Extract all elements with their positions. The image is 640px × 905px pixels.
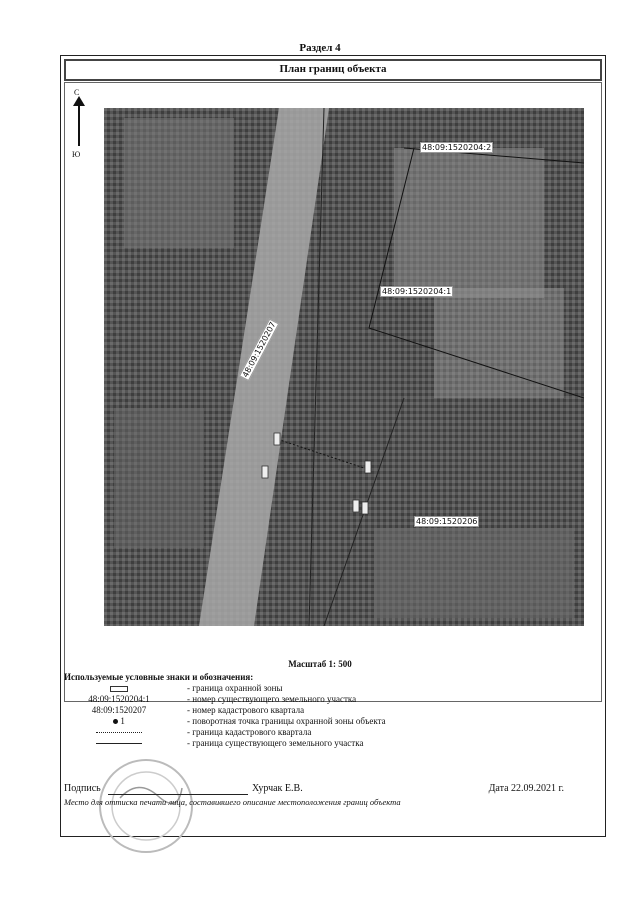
compass-north-arrow bbox=[72, 88, 86, 163]
legend-description: - поворотная точка границы охранной зоны объекта bbox=[187, 716, 386, 726]
scale-label: Масштаб 1: 500 bbox=[288, 659, 352, 669]
arrow-shaft bbox=[78, 100, 80, 146]
section-title: Раздел 4 bbox=[299, 42, 341, 54]
parcel-label-top: 48:09:1520204:2 bbox=[422, 143, 492, 152]
legend-symbol-dot bbox=[64, 716, 174, 726]
signature-date: Дата 22.09.2021 г. bbox=[488, 783, 564, 794]
parcel-border-icon bbox=[96, 743, 142, 744]
legend bbox=[64, 683, 584, 749]
legend-row bbox=[64, 716, 584, 727]
legend-description: - граница существующего земельного участка bbox=[187, 738, 364, 748]
signature-label: Подпись bbox=[64, 783, 101, 794]
map-imagery bbox=[104, 108, 584, 626]
legend-description: - граница охранной зоны bbox=[187, 683, 283, 693]
legend-symbol-box bbox=[64, 683, 174, 694]
parcel-label-bottom: 48:09:1520206 bbox=[416, 517, 478, 526]
signature-line bbox=[108, 794, 248, 795]
legend-description: - номер существующего земельного участка bbox=[187, 694, 357, 704]
road-label: 48:09:1520207 bbox=[239, 318, 279, 381]
quarter-border-icon bbox=[96, 732, 142, 733]
signer-name: Хурчак Е.В. bbox=[252, 783, 303, 794]
aerial-map bbox=[104, 108, 584, 626]
legend-symbol-dotline bbox=[64, 727, 174, 737]
legend-description: - граница кадастрового квартала bbox=[187, 727, 312, 737]
legend-row bbox=[64, 727, 584, 738]
legend-row bbox=[64, 705, 584, 716]
legend-row bbox=[64, 683, 584, 694]
legend-symbol-text: 48:09:1520204:1 bbox=[88, 694, 150, 704]
turning-point-icon bbox=[113, 719, 118, 724]
legend-row bbox=[64, 694, 584, 705]
plan-title: План границ объекта bbox=[64, 59, 602, 81]
compass-south-label: Ю bbox=[72, 150, 81, 159]
legend-title: Используемые условные знаки и обозначения: bbox=[64, 672, 254, 682]
compass-north-label: С bbox=[74, 88, 80, 97]
stamp-note: Место для оттиска печати лица, составившего описание местоположения границ объекта bbox=[64, 797, 401, 807]
legend-description: - номер кадастрового квартала bbox=[187, 705, 305, 715]
parcel-label-mid: 48:09:1520204:1 bbox=[382, 287, 452, 296]
legend-symbol-text: 48:09:1520207 bbox=[91, 705, 147, 715]
legend-row bbox=[64, 738, 584, 749]
legend-point-number: 1 bbox=[120, 716, 125, 726]
zone-border-icon bbox=[110, 686, 128, 692]
legend-symbol-line bbox=[64, 738, 174, 748]
